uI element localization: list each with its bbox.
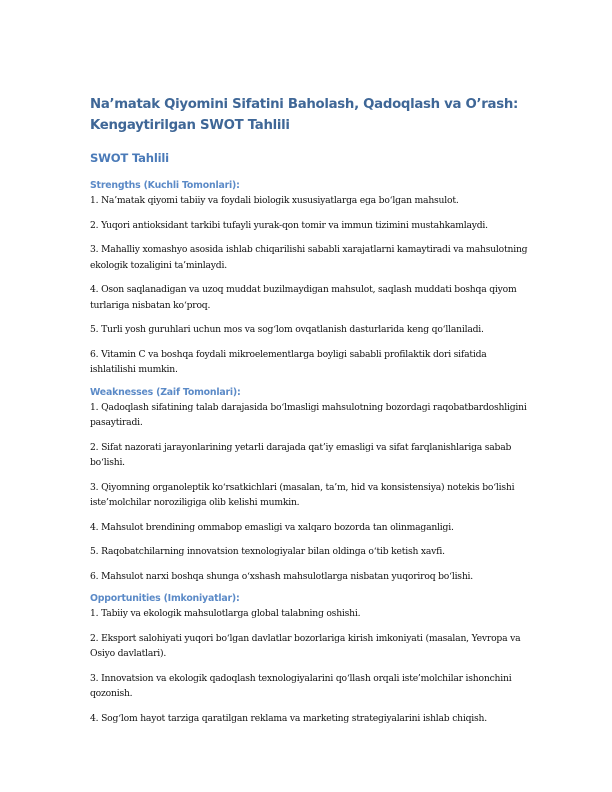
- weakness-item-6: 6. Mahsulot narxi boshqa shunga o‘xshash mahsulotlarga nisbatan yuqoriroq bo‘lishi.: [90, 570, 473, 582]
- opportunity-item-2: 2. Eksport salohiyati yuqori bo‘lgan davlatlar bozorlariga kirish imkoniyati (masalan, Yevropa va Osiyo davlatlari).: [90, 632, 521, 659]
- weakness-item-5: 5. Raqobatchilarning innovatsion texnologiyalar bilan oldinga o‘tib ketish xavfi.: [90, 546, 445, 557]
- strength-item-6: 6. Vitamin C va boshqa foydali mikroelementlarga boyligi sababli profilaktik dori sifatida ishlatilishi mumkin.: [90, 348, 487, 375]
- opportunity-item-4: 4. Sog‘lom hayot tarziga qaratilgan reklama va marketing strategiyalarini ishlab chiqish.: [90, 712, 487, 724]
- strengths-heading: Strengths (Kuchli Tomonlari):: [90, 180, 240, 191]
- document-body: [90, 94, 530, 735]
- weaknesses-section: [90, 387, 530, 585]
- weaknesses-heading: Weaknesses (Zaif Tomonlari):: [90, 386, 241, 398]
- opportunity-item-1: 1. Tabiiy va ekologik mahsulotlarga global talabning oshishi.: [90, 608, 361, 619]
- strength-item-2: 2. Yuqori antioksidant tarkibi tufayli yurak-qon tomir va immun tizimini mustahkamlaydi.: [90, 219, 488, 231]
- strength-item-4: 4. Oson saqlanadigan va uzoq muddat buzilmaydigan mahsulot, saqlash muddati boshqa qiyom turlariga nisbatan ko‘proq.: [90, 284, 517, 311]
- weakness-item-4: 4. Mahsulot brendining ommabop emasligi va xalqaro bozorda tan olinmaganligi.: [90, 521, 454, 533]
- strength-item-5: 5. Turli yosh guruhlari uchun mos va sog‘lom ovqatlanish dasturlarida keng qo‘llaniladi.: [90, 324, 484, 335]
- opportunity-item-3: 3. Innovatsion va ekologik qadoqlash texnologiyalarini qo‘llash orqali iste’molchilar ishonchini qozonish.: [90, 672, 512, 699]
- opportunities-section: [90, 593, 530, 726]
- strengths-section: [90, 180, 530, 378]
- opportunities-heading: Opportunities (Imkoniyatlar):: [90, 593, 240, 604]
- weakness-item-3: 3. Qiyomning organoleptik ko‘rsatkichlari (masalan, ta’m, hid va konsistensiya) notekis bo‘lishi iste’molchilar noroziligiga olib kelishi mumkin.: [90, 481, 515, 508]
- document-title: Na’matak Qiyomini Sifatini Baholash, Qadoqlash va O’rash: Kengaytirilgan SWOT Tahlili: [90, 97, 519, 133]
- section-title: SWOT Tahlili: [90, 151, 169, 165]
- strength-item-3: 3. Mahalliy xomashyo asosida ishlab chiqarilishi sababli xarajatlarni kamaytiradi va mahsulotning ekologik tozaligini ta’minlaydi.: [90, 244, 528, 271]
- strength-item-1: 1. Na’matak qiyomi tabiiy va foydali biologik xususiyatlarga ega bo‘lgan mahsulot.: [90, 195, 459, 206]
- weakness-item-1: 1. Qadoqlash sifatining talab darajasida bo‘lmasligi mahsulotning bozordagi raqobatbardoshligini pasaytiradi.: [90, 401, 527, 428]
- weakness-item-2: 2. Sifat nazorati jarayonlarining yetarli darajada qat’iy emasligi va sifat farqlanishlariga sabab bo‘lishi.: [90, 441, 512, 468]
